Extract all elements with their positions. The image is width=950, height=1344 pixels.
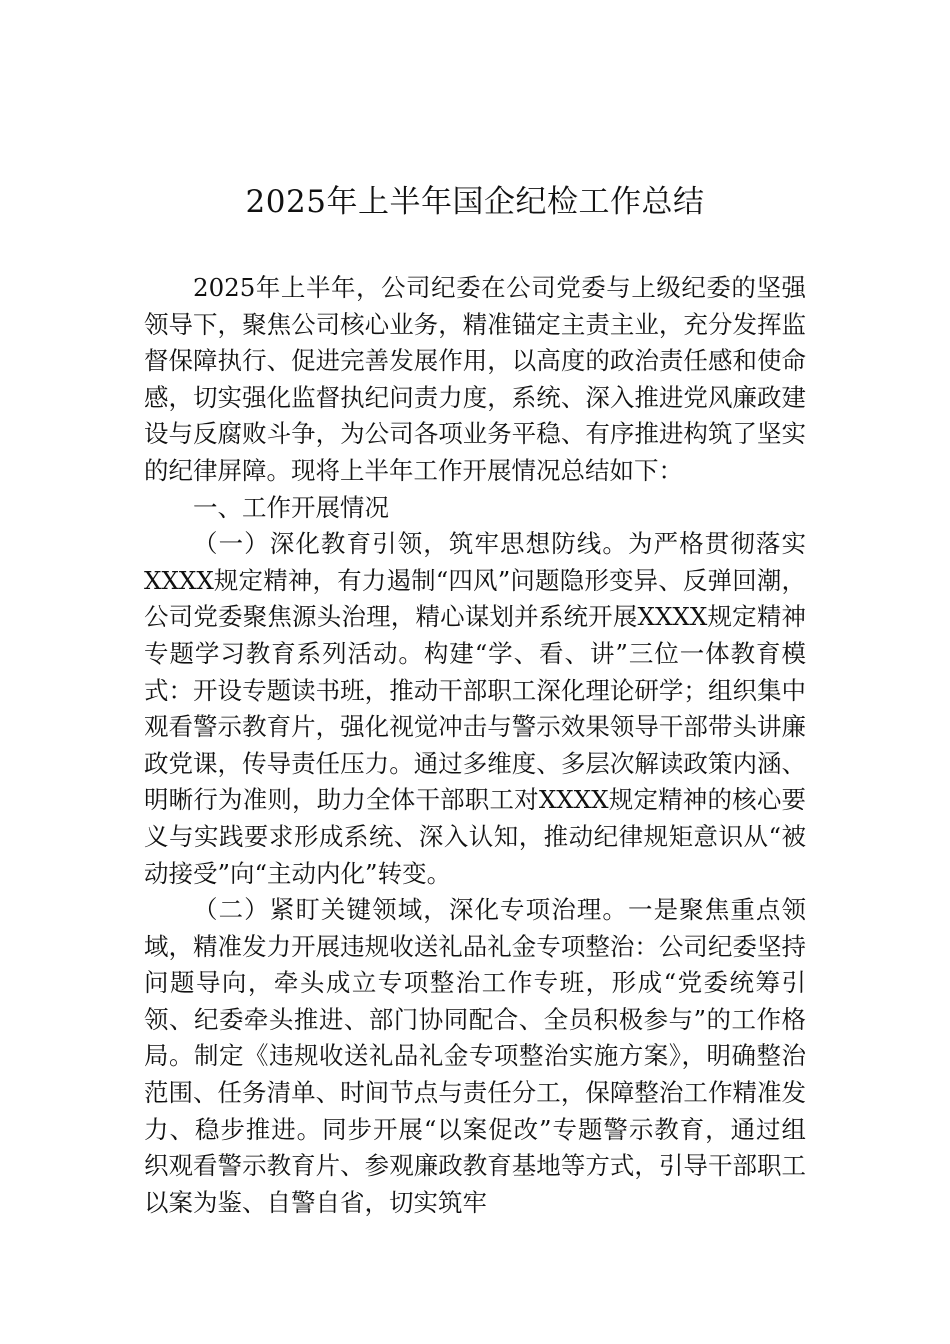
item-paragraph-2: （二）紧盯关键领域，深化专项治理。一是聚焦重点领域，精准发力开展违规收送礼品礼金专项整治：公司纪委坚持问题导向，牵头成立专项整治工作专班，形成“党委统筹引领、纪委牵头推进、部门协同配合、全员积极参与”的工作格局。制定《违规收送礼品礼金专项整治实施方案》，明确整治范围、任务清单、时间节点与责任分工，保障整治工作精准发力、稳步推进。同步开展“以案促改”专题警示教育，通过组织观看警示教育片、参观廉政教育基地等方式，引导干部职工以案为鉴、自警自省，切实筑牢 <box>144 895 806 1217</box>
item-paragraph-1: （一）深化教育引领，筑牢思想防线。为严格贯彻落实XXXX规定精神，有力遏制“四风”问题隐形变异、反弹回潮，公司党委聚焦源头治理，精心谋划并系统开展XXXX规定精神专题学习教育系列活动。构建“学、看、讲”三位一体教育模式：开设专题读书班，推动干部职工深化理论研学；组织集中观看警示教育片，强化视觉冲击与警示效果领导干部带头讲廉政党课，传导责任压力。通过多维度、多层次解读政策内涵、明晰行为准则，助力全体干部职工对XXXX规定精神的核心要义与实践要求形成系统、深入认知，推动纪律规矩意识从“被动接受”向“主动内化”转变。 <box>144 529 806 888</box>
intro-paragraph: 2025年上半年，公司纪委在公司党委与上级纪委的坚强领导下，聚焦公司核心业务，精准锚定主责主业，充分发挥监督保障执行、促进完善发展作用，以高度的政治责任感和使命感，切实强化监督执纪问责力度，系统、深入推进党风廉政建设与反腐败斗争，为公司各项业务平稳、有序推进构筑了坚实的纪律屏障。现将上半年工作开展情况总结如下： <box>144 273 806 485</box>
section-heading: 一、工作开展情况 <box>193 492 389 522</box>
document-page <box>144 0 806 1344</box>
document-body <box>144 270 806 1221</box>
document-title: 2025年上半年国企纪检工作总结 <box>245 184 705 220</box>
